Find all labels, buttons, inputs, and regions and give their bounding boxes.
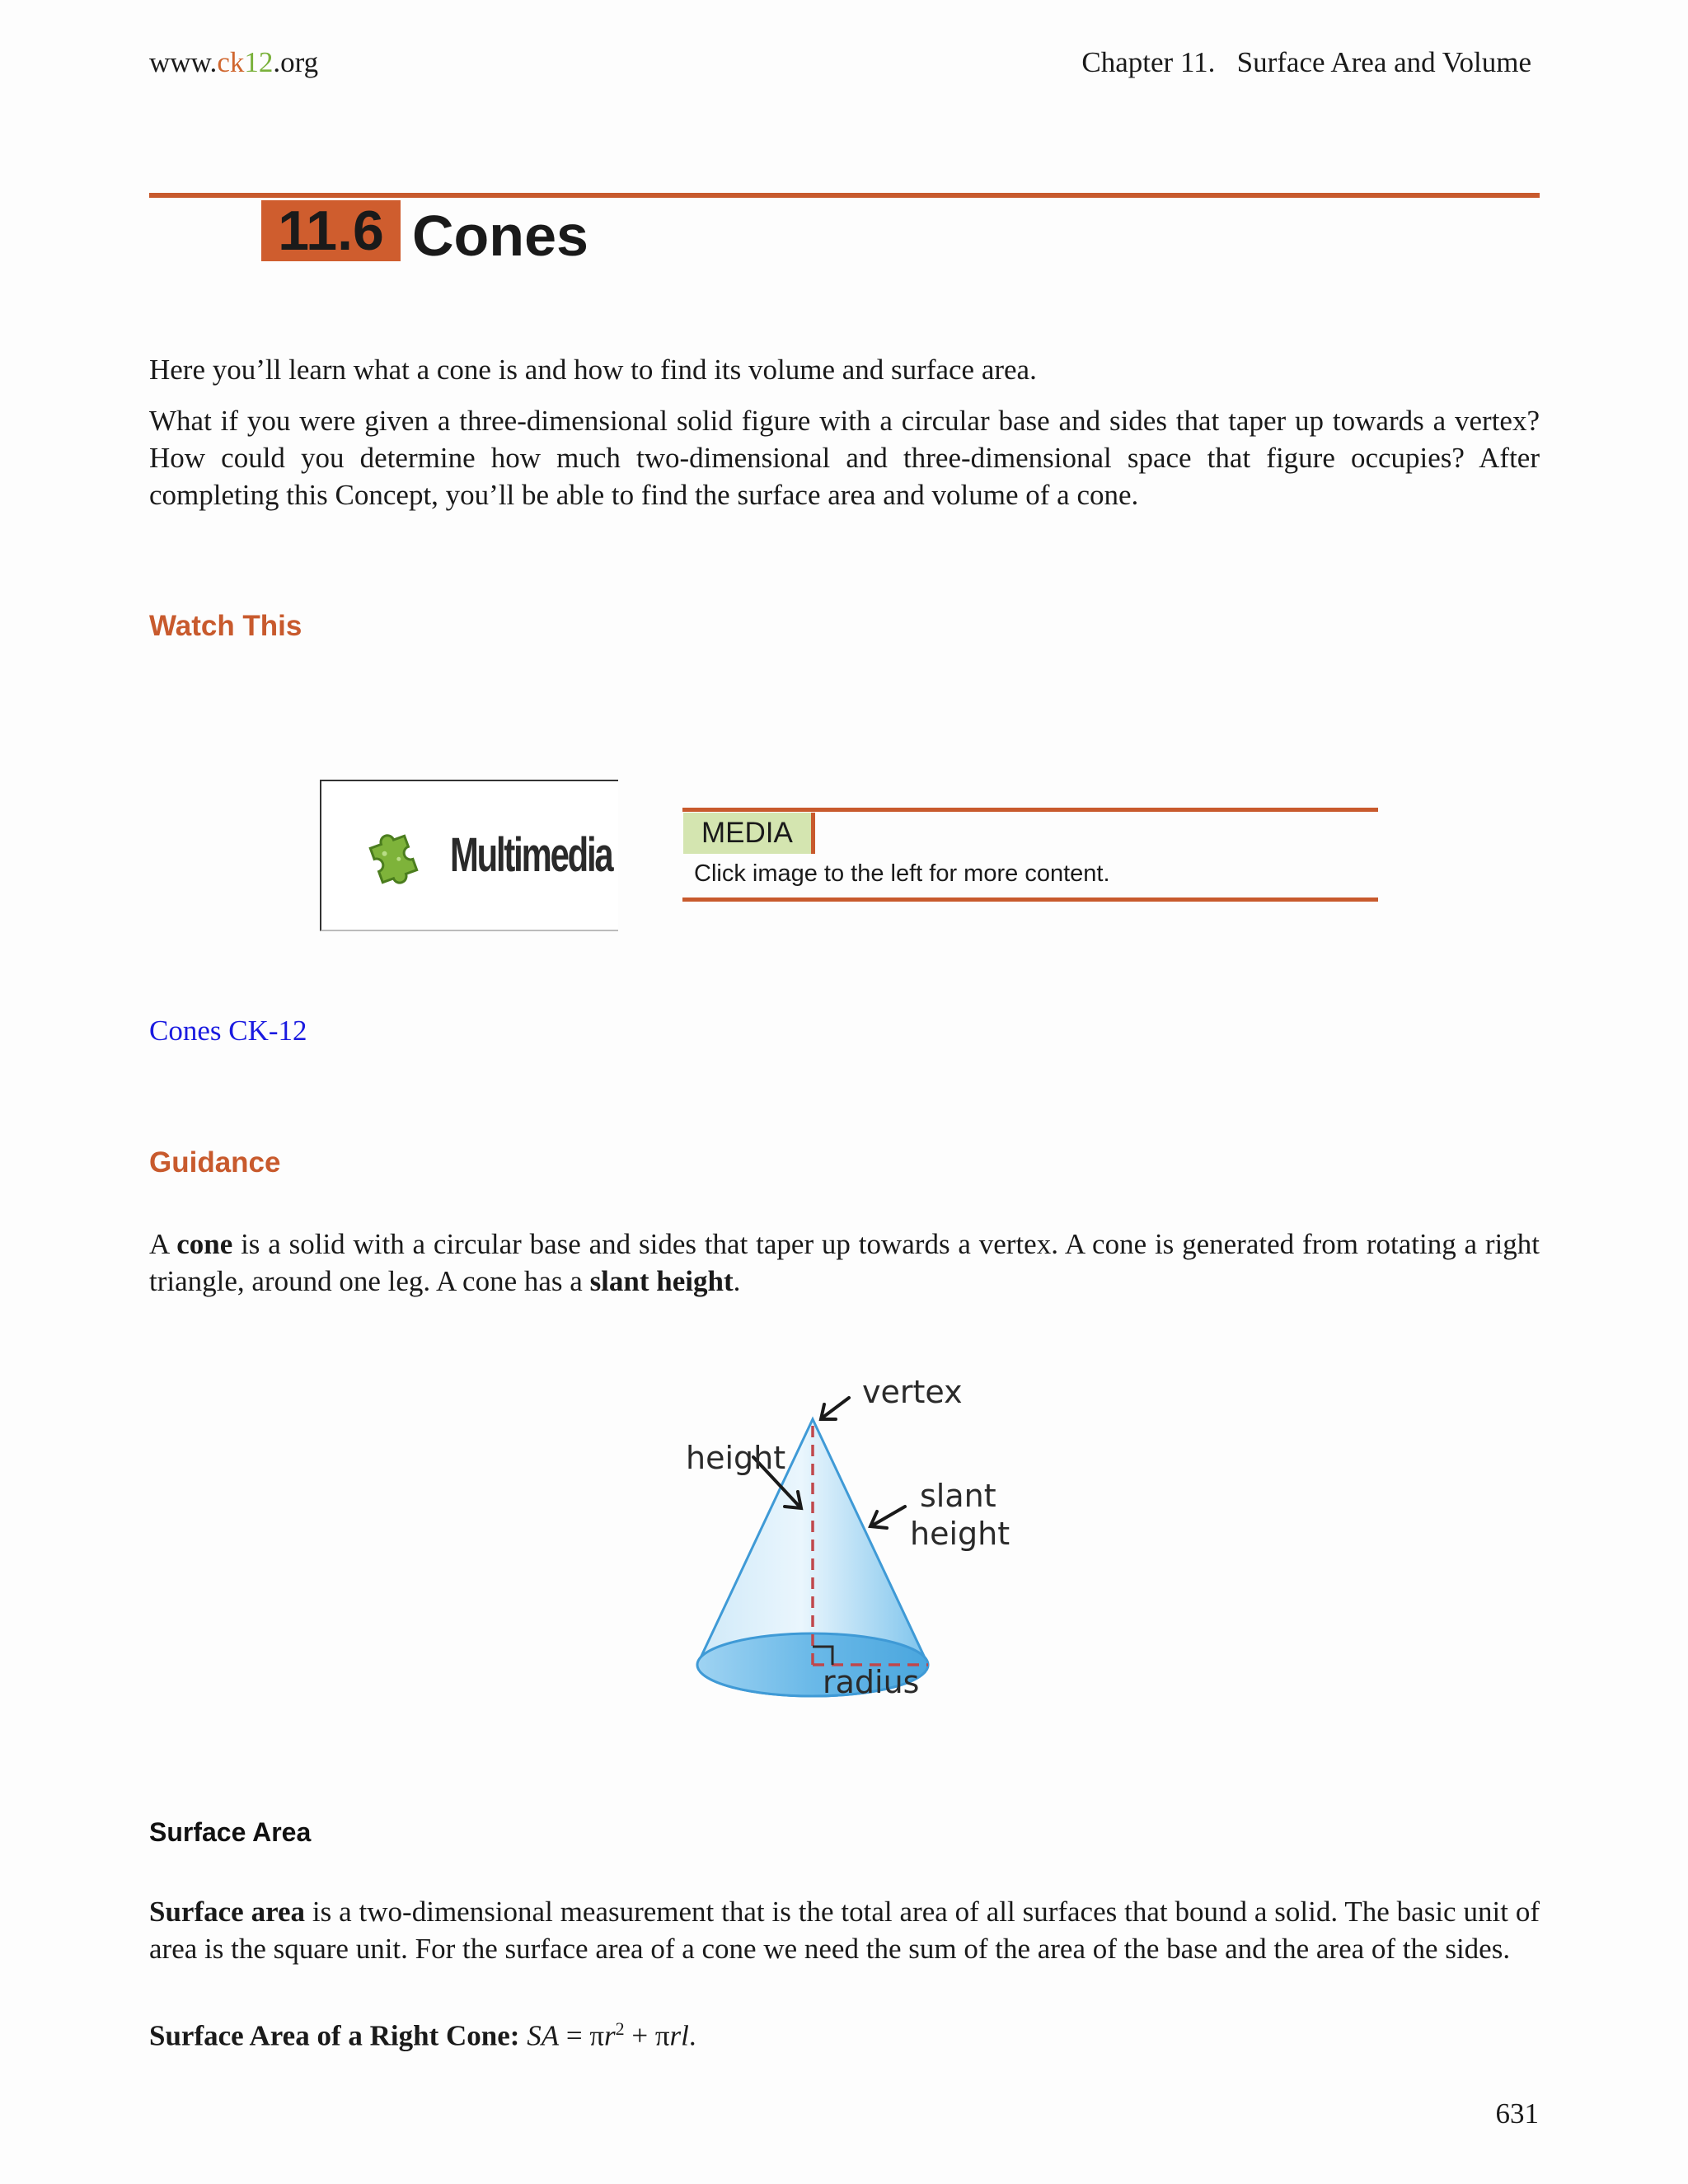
surface-area-paragraph: Surface area is a two-dimensional measurement that is the total area of all surfaces that bound a solid. The basic unit of area is the square unit. For the surface area of a cone we need the sum of the area of the base and the area of the sides.	[149, 1896, 1540, 1965]
intro-line: Here you’ll learn what a cone is and how to find its volume and surface area.	[149, 354, 1037, 386]
page-number: 631	[1495, 2097, 1539, 2130]
chapter-header: Chapter 11. Surface Area and Volume	[1081, 46, 1531, 78]
multimedia-thumbnail[interactable]	[320, 780, 618, 931]
watch-heading: Watch This	[149, 610, 302, 642]
slant-label-1: slant	[920, 1478, 996, 1514]
media-top-rule	[682, 808, 1378, 812]
multimedia-label: Multimedia	[450, 828, 612, 882]
section-title: Cones	[412, 204, 588, 268]
guidance-paragraph: A cone is a solid with a circular base and sides that taper up towards a vertex. A cone is generated from rotating a right triangle, around one leg. A cone has a slant height.	[149, 1228, 1540, 1297]
video-link[interactable]: Cones CK-12	[149, 1015, 307, 1047]
title-rule	[149, 193, 1540, 198]
media-caption: Click image to the left for more content.	[694, 860, 1110, 887]
slant-label-2: height	[910, 1516, 1010, 1552]
media-bottom-rule	[682, 898, 1378, 902]
cone-diagram	[676, 1360, 1022, 1722]
vertex-label: vertex	[862, 1374, 963, 1410]
section-number: 11.6	[261, 200, 401, 261]
surface-area-heading: Surface Area	[149, 1817, 312, 1847]
site-url: www.ck12.org	[149, 46, 319, 78]
height-label: height	[686, 1440, 786, 1476]
media-tag: MEDIA	[683, 813, 815, 854]
radius-label: radius	[823, 1664, 920, 1700]
surface-area-formula: Surface Area of a Right Cone: SA = $\pi r^2 + \pi rl$.	[149, 2018, 696, 2052]
guidance-heading: Guidance	[149, 1146, 281, 1179]
intro-paragraph: What if you were given a three-dimensional solid figure with a circular base and sides that taper up towards a vertex? How could you determine how much two-dimensional and three-dimensional space that figure occupies? After completing this Concept, you’ll be able to find the surface area and volume of a cone.	[149, 405, 1540, 511]
puzzle-icon	[361, 823, 427, 888]
